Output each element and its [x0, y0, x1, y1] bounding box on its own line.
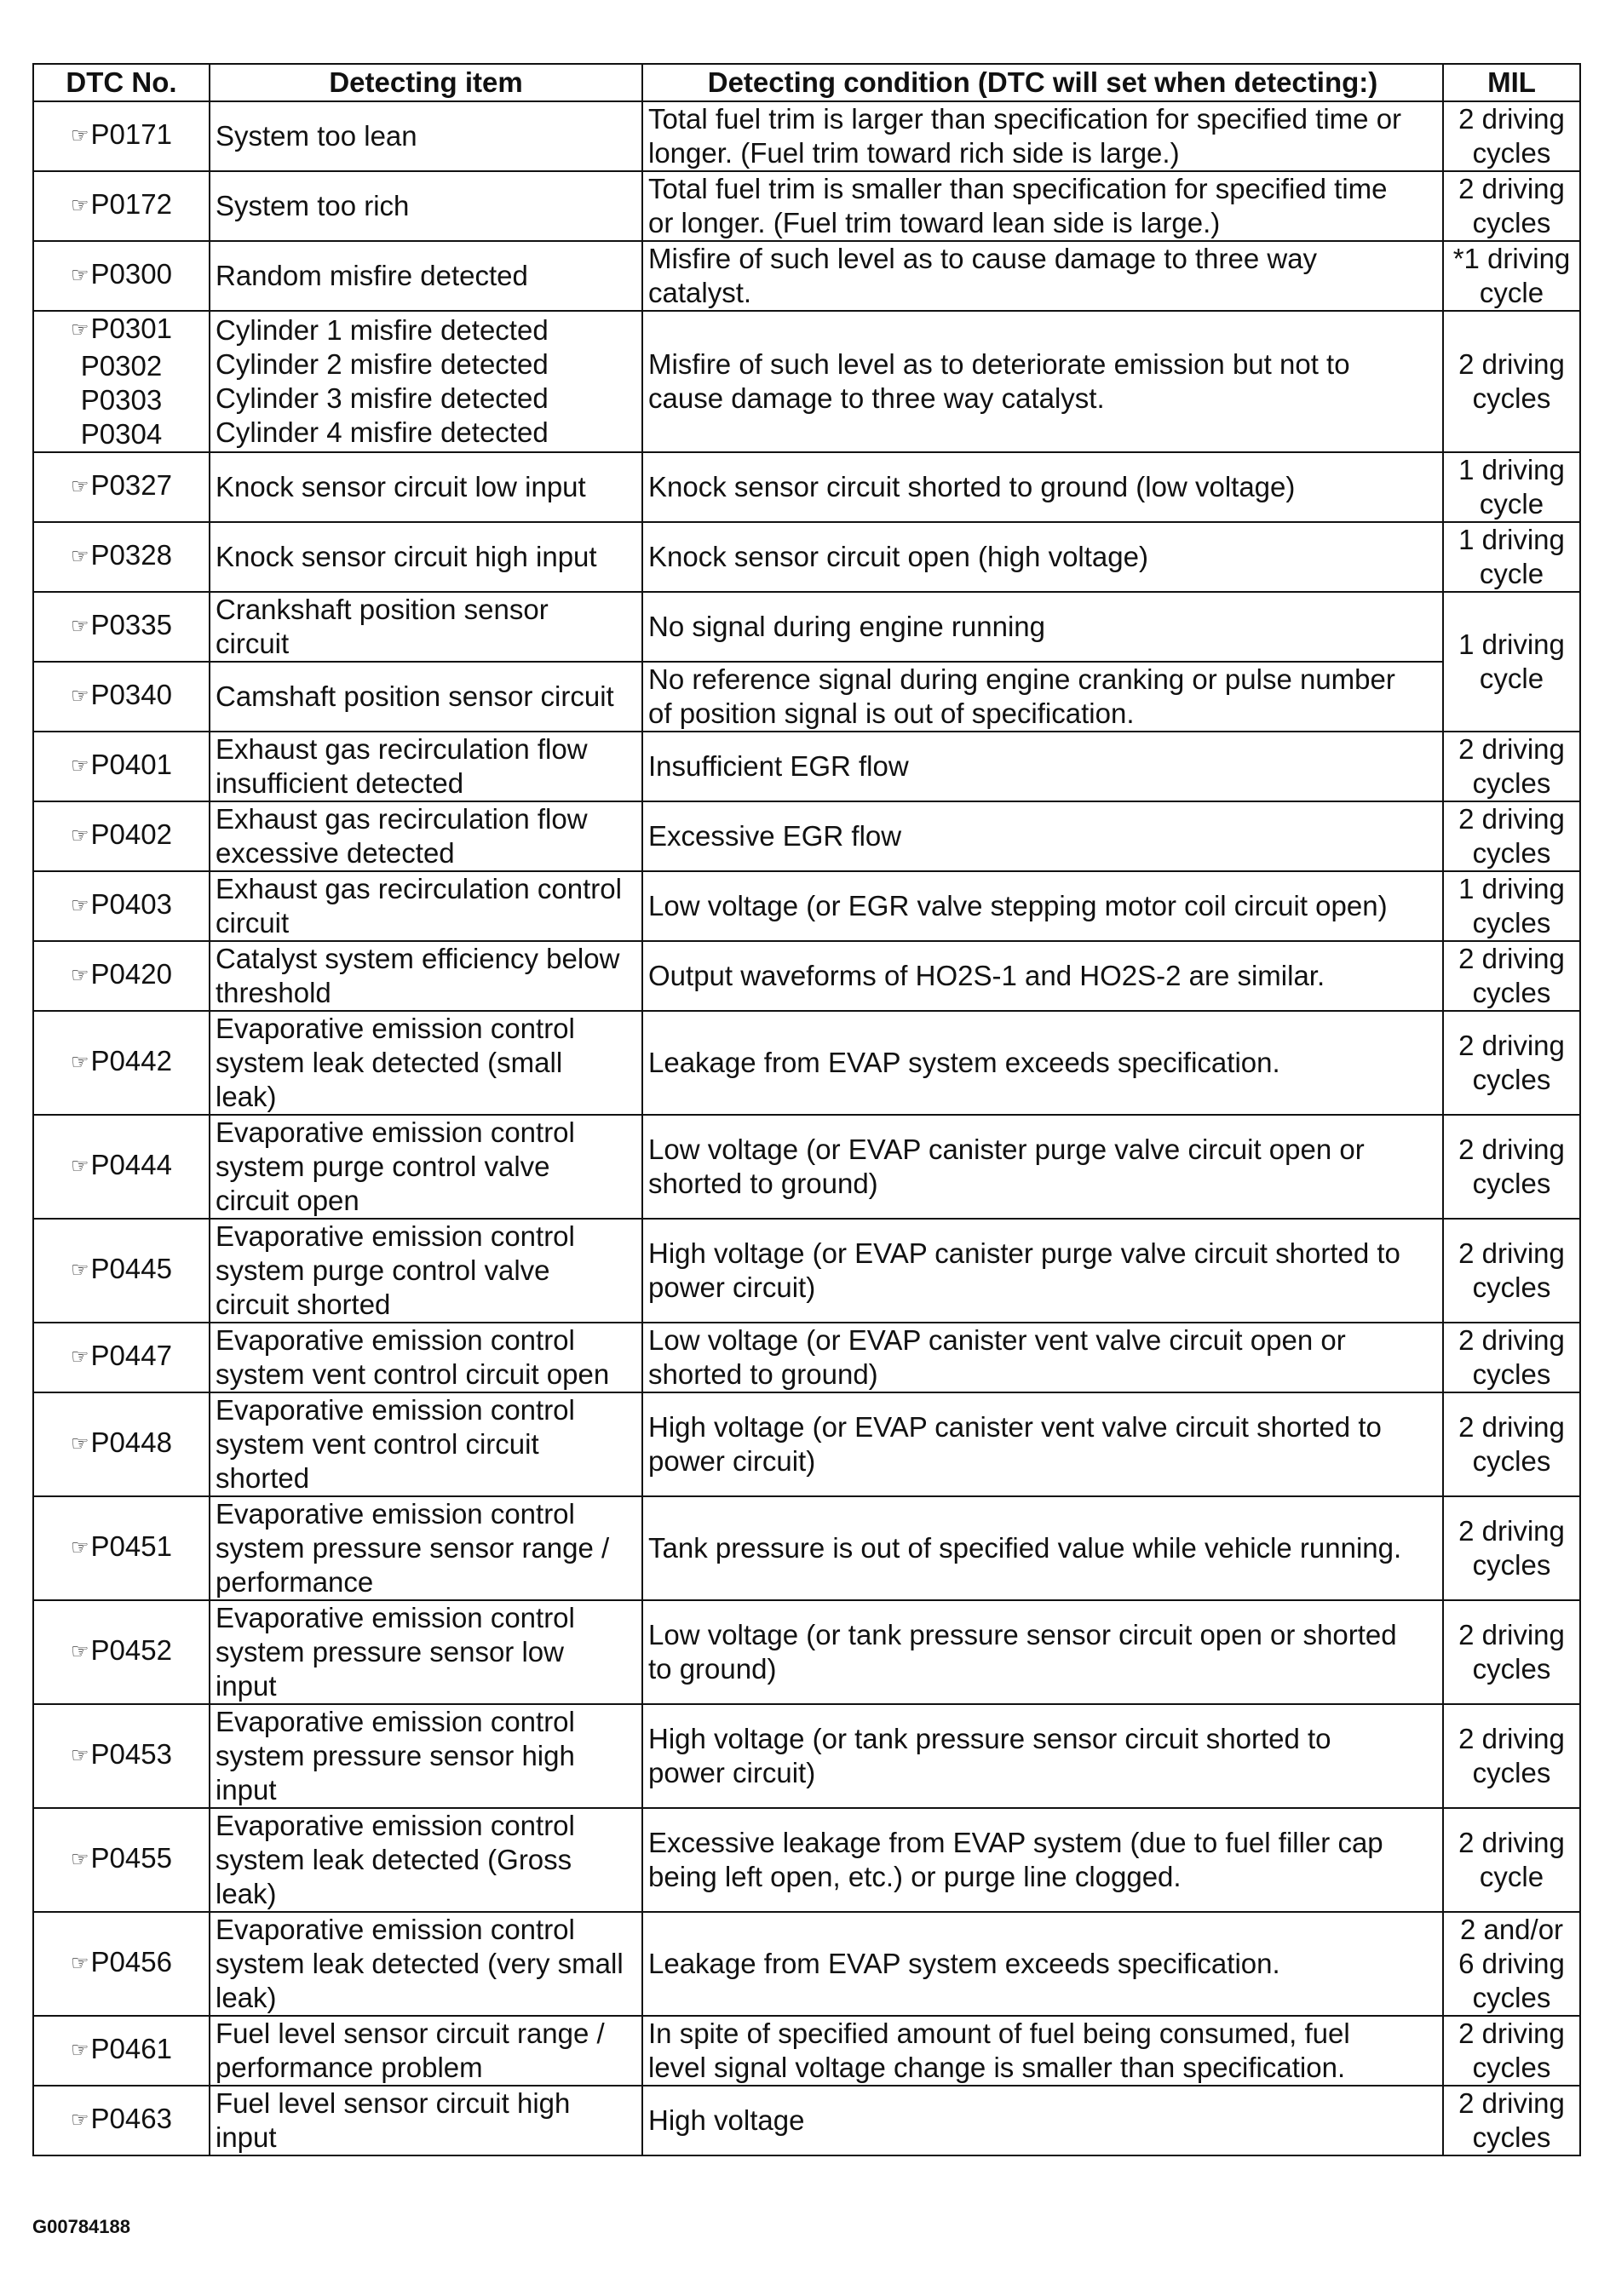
table-row — [33, 2016, 1580, 2086]
detecting-item-cell: Exhaust gas recirculation flow excessive detected — [210, 801, 642, 871]
dtc-code-cell — [33, 241, 210, 311]
detecting-item-cell: Evaporative emission control system purge control valve circuit shorted — [210, 1219, 642, 1323]
dtc-code: P0445 — [90, 1253, 172, 1284]
table-row — [33, 871, 1580, 941]
detecting-condition-cell: High voltage (or EVAP canister purge valve circuit shorted to power circuit) — [642, 1219, 1443, 1323]
detecting-item-cell: Fuel level sensor circuit high input — [210, 2086, 642, 2155]
dtc-code: P0420 — [90, 958, 172, 990]
mil-cell: 2 driving cycles — [1443, 1011, 1580, 1115]
pointing-hand-icon: ☞ — [71, 1155, 89, 1178]
header-dtc: DTC No. — [33, 64, 210, 101]
pointing-hand-icon: ☞ — [71, 124, 89, 147]
dtc-code: P0455 — [90, 1842, 172, 1874]
dtc-code-cell — [33, 941, 210, 1011]
dtc-code-cell — [33, 732, 210, 801]
detecting-item-cell: Evaporative emission control system vent control circuit shorted — [210, 1392, 642, 1496]
pointing-hand-icon: ☞ — [71, 824, 89, 847]
pointing-hand-icon: ☞ — [71, 685, 89, 708]
detecting-condition-cell: Low voltage (or EGR valve stepping motor coil circuit open) — [642, 871, 1443, 941]
detecting-condition-cell: In spite of specified amount of fuel being consumed, fuel level signal voltage change is smaller than specification. — [642, 2016, 1443, 2086]
mil-cell: 2 driving cycles — [1443, 1219, 1580, 1323]
mil-cell: 2 driving cycles — [1443, 2016, 1580, 2086]
detecting-item-cell: Exhaust gas recirculation control circuit — [210, 871, 642, 941]
mil-cell: 2 driving cycles — [1443, 1323, 1580, 1392]
mil-cell: 1 driving cycles — [1443, 871, 1580, 941]
detecting-item-cell: Evaporative emission control system leak detected (Gross leak) — [210, 1808, 642, 1912]
pointing-hand-icon: ☞ — [71, 319, 89, 342]
dtc-code-cell — [33, 801, 210, 871]
detecting-condition-cell: High voltage — [642, 2086, 1443, 2155]
mil-cell: 2 driving cycles — [1443, 171, 1580, 241]
detecting-condition-cell: High voltage (or tank pressure sensor circuit shorted to power circuit) — [642, 1704, 1443, 1808]
table-row — [33, 1323, 1580, 1392]
mil-cell: 2 driving cycles — [1443, 941, 1580, 1011]
detecting-item-cell: Knock sensor circuit low input — [210, 452, 642, 522]
pointing-hand-icon: ☞ — [71, 2039, 89, 2062]
table-row — [33, 1704, 1580, 1808]
mil-cell: 2 driving cycles — [1443, 311, 1580, 452]
figure-code: G00784188 — [32, 2216, 130, 2237]
mil-cell: 2 driving cycles — [1443, 101, 1580, 171]
detecting-condition-cell: Excessive EGR flow — [642, 801, 1443, 871]
detecting-condition-cell: Output waveforms of HO2S-1 and HO2S-2 are similar. — [642, 941, 1443, 1011]
dtc-code: P0456 — [90, 1946, 172, 1977]
mil-cell: 2 driving cycles — [1443, 1115, 1580, 1219]
dtc-code-cell — [33, 311, 210, 452]
pointing-hand-icon: ☞ — [71, 1952, 89, 1975]
mil-cell: *1 driving cycle — [1443, 241, 1580, 311]
dtc-code-cell — [33, 522, 210, 592]
detecting-condition-cell: Knock sensor circuit open (high voltage) — [642, 522, 1443, 592]
dtc-code-cell — [33, 2016, 210, 2086]
pointing-hand-icon: ☞ — [71, 894, 89, 917]
pointing-hand-icon: ☞ — [71, 1432, 89, 1455]
dtc-code: P0335 — [90, 609, 172, 640]
detecting-item-cell: Fuel level sensor circuit range / performance problem — [210, 2016, 642, 2086]
dtc-table — [32, 63, 1581, 2156]
pointing-hand-icon: ☞ — [71, 1051, 89, 1074]
dtc-code-cell — [33, 171, 210, 241]
detecting-item-cell: Knock sensor circuit high input — [210, 522, 642, 592]
table-row — [33, 1808, 1580, 1912]
pointing-hand-icon: ☞ — [71, 1640, 89, 1663]
dtc-code-cell — [33, 662, 210, 732]
table-body — [33, 101, 1580, 2155]
pointing-hand-icon: ☞ — [71, 964, 89, 987]
dtc-code: P0401 — [90, 749, 172, 780]
mil-cell: 2 driving cycles — [1443, 801, 1580, 871]
table-row — [33, 1392, 1580, 1496]
detecting-condition-cell: Leakage from EVAP system exceeds specification. — [642, 1011, 1443, 1115]
pointing-hand-icon: ☞ — [71, 1346, 89, 1369]
dtc-code: P0444 — [90, 1149, 172, 1180]
detecting-condition-cell: Knock sensor circuit shorted to ground (low voltage) — [642, 452, 1443, 522]
dtc-code-cell — [33, 1704, 210, 1808]
detecting-item-cell: Evaporative emission control system pressure sensor low input — [210, 1600, 642, 1704]
detecting-condition-cell: Misfire of such level as to cause damage to three way catalyst. — [642, 241, 1443, 311]
dtc-code-cell — [33, 1323, 210, 1392]
detecting-condition-cell: High voltage (or EVAP canister vent valve circuit shorted to power circuit) — [642, 1392, 1443, 1496]
pointing-hand-icon: ☞ — [71, 475, 89, 498]
detecting-condition-cell: Insufficient EGR flow — [642, 732, 1443, 801]
dtc-code: P0461 — [90, 2033, 172, 2064]
dtc-code: P0172 — [90, 188, 172, 220]
dtc-code: P0171 — [90, 118, 172, 150]
detecting-item-cell: Evaporative emission control system pressure sensor high input — [210, 1704, 642, 1808]
table-row — [33, 801, 1580, 871]
dtc-code: P0327 — [90, 469, 172, 501]
table-row — [33, 452, 1580, 522]
table-row — [33, 1496, 1580, 1600]
table-row — [33, 592, 1580, 662]
table-header — [33, 64, 1580, 101]
table-row — [33, 732, 1580, 801]
dtc-code-cell — [33, 1808, 210, 1912]
detecting-item-cell: Crankshaft position sensor circuit — [210, 592, 642, 662]
table-row — [33, 2086, 1580, 2155]
detecting-condition-cell: Low voltage (or tank pressure sensor circuit open or shorted to ground) — [642, 1600, 1443, 1704]
header-mil: MIL — [1443, 64, 1580, 101]
detecting-item-cell: Exhaust gas recirculation flow insufficient detected — [210, 732, 642, 801]
pointing-hand-icon: ☞ — [71, 1744, 89, 1767]
pointing-hand-icon: ☞ — [71, 264, 89, 287]
mil-cell: 1 driving cycle — [1443, 522, 1580, 592]
dtc-code: P0442 — [90, 1045, 172, 1076]
pointing-hand-icon: ☞ — [71, 2109, 89, 2132]
dtc-code: P0448 — [90, 1426, 172, 1458]
dtc-code-cell — [33, 101, 210, 171]
table-row — [33, 1912, 1580, 2016]
detecting-item-cell: Evaporative emission control system vent control circuit open — [210, 1323, 642, 1392]
dtc-code-cell — [33, 1392, 210, 1496]
mil-cell: 2 driving cycles — [1443, 2086, 1580, 2155]
detecting-condition-cell: Total fuel trim is larger than specification for specified time or longer. (Fuel trim toward rich side is large.) — [642, 101, 1443, 171]
pointing-hand-icon: ☞ — [71, 1536, 89, 1559]
table-row — [33, 522, 1580, 592]
pointing-hand-icon: ☞ — [71, 1848, 89, 1871]
dtc-code: P0463 — [90, 2103, 172, 2134]
detecting-item-cell: Random misfire detected — [210, 241, 642, 311]
dtc-code-cell — [33, 2086, 210, 2155]
dtc-code-cell — [33, 1912, 210, 2016]
dtc-code-cell — [33, 1115, 210, 1219]
table-row — [33, 1011, 1580, 1115]
table-row — [33, 241, 1580, 311]
detecting-condition-cell: No reference signal during engine cranking or pulse number of position signal is out of specification. — [642, 662, 1443, 732]
dtc-code-cell — [33, 1011, 210, 1115]
detecting-item-cell: Evaporative emission control system pressure sensor range / performance — [210, 1496, 642, 1600]
table-row — [33, 1219, 1580, 1323]
detecting-condition-cell: No signal during engine running — [642, 592, 1443, 662]
mil-cell: 2 driving cycles — [1443, 1600, 1580, 1704]
table-row — [33, 171, 1580, 241]
detecting-condition-cell: Low voltage (or EVAP canister purge valve circuit open or shorted to ground) — [642, 1115, 1443, 1219]
dtc-code: P0452 — [90, 1634, 172, 1666]
header-row — [33, 64, 1580, 101]
detecting-condition-cell: Total fuel trim is smaller than specification for specified time or longer. (Fuel trim toward lean side is large.) — [642, 171, 1443, 241]
mil-cell: 2 driving cycles — [1443, 732, 1580, 801]
pointing-hand-icon: ☞ — [71, 1259, 89, 1282]
table-row — [33, 662, 1580, 732]
pointing-hand-icon: ☞ — [71, 755, 89, 778]
mil-cell: 2 driving cycles — [1443, 1392, 1580, 1496]
detecting-condition-cell: Misfire of such level as to deteriorate emission but not to cause damage to three way catalyst. — [642, 311, 1443, 452]
detecting-item-cell: Camshaft position sensor circuit — [210, 662, 642, 732]
detecting-item-cell: Catalyst system efficiency below threshold — [210, 941, 642, 1011]
detecting-condition-cell: Excessive leakage from EVAP system (due to fuel filler cap being left open, etc.) or purge line clogged. — [642, 1808, 1443, 1912]
mil-cell: 2 and/or 6 driving cycles — [1443, 1912, 1580, 2016]
dtc-code-cell — [33, 871, 210, 941]
dtc-code: P0328 — [90, 539, 172, 571]
table-row — [33, 1600, 1580, 1704]
pointing-hand-icon: ☞ — [71, 615, 89, 638]
mil-cell: 2 driving cycles — [1443, 1496, 1580, 1600]
dtc-code: P0300 — [90, 258, 172, 290]
dtc-code: P0340 — [90, 679, 172, 710]
detecting-item-cell: System too rich — [210, 171, 642, 241]
detecting-item-cell: System too lean — [210, 101, 642, 171]
dtc-code: P0301 P0302 P0303 P0304 — [80, 313, 172, 450]
dtc-code-cell — [33, 1219, 210, 1323]
pointing-hand-icon: ☞ — [71, 545, 89, 568]
detecting-item-cell: Evaporative emission control system leak detected (small leak) — [210, 1011, 642, 1115]
header-detecting-condition: Detecting condition (DTC will set when detecting:) — [642, 64, 1443, 101]
detecting-condition-cell: Tank pressure is out of specified value while vehicle running. — [642, 1496, 1443, 1600]
detecting-condition-cell: Low voltage (or EVAP canister vent valve circuit open or shorted to ground) — [642, 1323, 1443, 1392]
table-row — [33, 311, 1580, 452]
mil-cell: 2 driving cycle — [1443, 1808, 1580, 1912]
dtc-code: P0402 — [90, 818, 172, 850]
header-detecting-item: Detecting item — [210, 64, 642, 101]
dtc-code: P0453 — [90, 1738, 172, 1770]
detecting-item-cell: Evaporative emission control system leak detected (very small leak) — [210, 1912, 642, 2016]
dtc-code-cell — [33, 452, 210, 522]
table-row — [33, 101, 1580, 171]
table-row — [33, 941, 1580, 1011]
detecting-condition-cell: Leakage from EVAP system exceeds specification. — [642, 1912, 1443, 2016]
dtc-code-cell — [33, 592, 210, 662]
detecting-item-cell: Evaporative emission control system purge control valve circuit open — [210, 1115, 642, 1219]
mil-cell: 1 driving cycle — [1443, 452, 1580, 522]
mil-cell: 1 driving cycle — [1443, 592, 1580, 732]
dtc-code-cell — [33, 1496, 210, 1600]
mil-cell: 2 driving cycles — [1443, 1704, 1580, 1808]
dtc-code: P0451 — [90, 1530, 172, 1562]
pointing-hand-icon: ☞ — [71, 194, 89, 217]
dtc-code-cell — [33, 1600, 210, 1704]
dtc-code: P0403 — [90, 888, 172, 920]
dtc-code: P0447 — [90, 1340, 172, 1371]
detecting-item-cell: Cylinder 1 misfire detected Cylinder 2 misfire detected Cylinder 3 misfire detected Cylinder 4 misfire detected — [210, 311, 642, 452]
table-row — [33, 1115, 1580, 1219]
